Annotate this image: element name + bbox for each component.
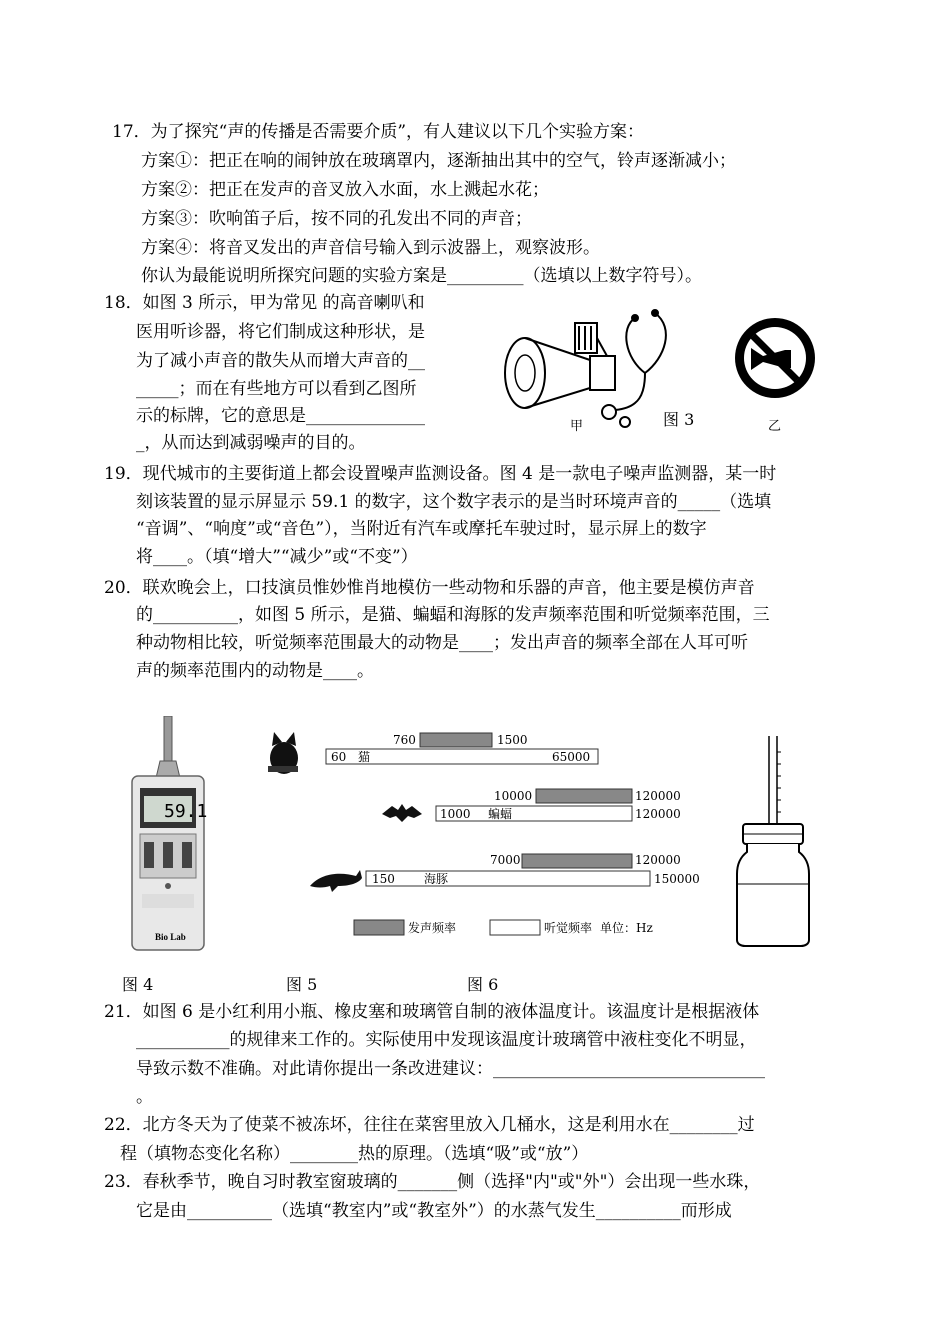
- figure-3-caption: 图 3: [663, 410, 695, 429]
- label-jia: 甲: [570, 419, 584, 434]
- q19-line-3: “音调”、“响度”或“音色”），当附近有汽车或摩托车驶过时，显示屏上的数字: [136, 519, 707, 539]
- bat-hear-low: 1000: [440, 807, 471, 821]
- cat-hear-low: 60: [331, 750, 347, 764]
- q21-line-3: 导致示数不准确。对此请你提出一条改进建议：________________________________: [136, 1059, 765, 1079]
- q20-line-1: 20．联欢晚会上，口技演员惟妙惟肖地模仿一些动物和乐器的声音，他主要是模仿声音: [104, 578, 755, 598]
- figure-5-frequency-chart: [262, 726, 702, 942]
- q21-line-1: 21．如图 6 是小红利用小瓶、橡皮塞和玻璃管自制的液体温度计。该温度计是根据液体: [104, 1002, 760, 1022]
- bat-hear-high: 120000: [635, 807, 681, 821]
- q18-line-1: 18．如图 3 所示，甲为常见 的高音喇叭和: [104, 293, 425, 313]
- dolphin-emit-high: 120000: [635, 853, 681, 867]
- megaphone-icon: [505, 323, 615, 408]
- q23-line-2: 它是由__________（选填“教室内”或“教室外”）的水蒸气发生__________而形成: [136, 1201, 732, 1221]
- q19-line-4: 将____。（填“增大”“减少”或“不变”）: [136, 547, 418, 567]
- q22-line-1: 22．北方冬天为了使菜不被冻坏，往往在菜窖里放入几桶水，这是利用水在________过: [104, 1115, 755, 1135]
- q17-scheme-1: 方案①：把正在响的闹钟放在玻璃罩内，逐渐抽出其中的空气，铃声逐渐减小；: [141, 151, 736, 171]
- legend-hear-swatch: [490, 920, 540, 935]
- legend-unit: 单位：Hz: [600, 921, 653, 935]
- dolphin-hear-bar: [366, 871, 650, 886]
- q17-scheme-4: 方案④：将音叉发出的声音信号输入到示波器上，观察波形。: [141, 238, 600, 258]
- q17-scheme-2: 方案②：把正在发声的音叉放入水面，水上溅起水花；: [141, 180, 549, 200]
- no-horn-sign-icon: [735, 318, 815, 398]
- q19-line-1: 19．现代城市的主要街道上都会设置噪声监测设备。图 4 是一款电子噪声监测器，某一时: [104, 464, 777, 484]
- dolphin-icon: [310, 870, 362, 892]
- dolphin-emit-bar: [522, 854, 632, 868]
- figure-3: [495, 298, 835, 438]
- q18-line-4: _____；而在有些地方可以看到乙图所: [136, 379, 417, 399]
- bat-emit-low: 10000: [494, 789, 533, 803]
- legend-hear-label: 听觉频率: [544, 921, 593, 935]
- q22-line-2: 程（填物态变化名称）________热的原理。（选填“吸”或“放”）: [120, 1144, 589, 1164]
- dolphin-name: 海豚: [424, 872, 449, 886]
- cat-name: 猫: [358, 750, 371, 764]
- q18-line-5: 示的标牌，它的意思是______________: [136, 406, 425, 426]
- figure-4-caption: 图 4: [122, 975, 154, 994]
- q17-question: 你认为最能说明所探究问题的实验方案是_________（选填以上数字符号）。: [141, 266, 702, 286]
- q21-line-4: 。: [136, 1087, 153, 1107]
- bat-icon: [382, 804, 422, 822]
- figure-4-noise-meter: [128, 716, 210, 954]
- dolphin-hear-low: 150: [372, 872, 395, 886]
- q23-line-1: 23．春秋季节，晚自习时教室窗玻璃的_______侧（选择"内"或"外"）会出现一些水珠，: [104, 1172, 761, 1192]
- bat-name: 蝙蝠: [488, 807, 513, 821]
- cat-emit-bar: [420, 733, 492, 747]
- cat-icon: [268, 732, 298, 774]
- figure-5-caption: 图 5: [286, 975, 318, 994]
- label-yi: 乙: [768, 419, 782, 434]
- q20-line-4: 声的频率范围内的动物是____。: [136, 661, 374, 681]
- dolphin-emit-low: 7000: [490, 853, 521, 867]
- cat-emit-high: 1500: [497, 733, 528, 747]
- legend-emit-swatch: [354, 920, 404, 935]
- legend-emit-label: 发声频率: [408, 921, 457, 935]
- q18-line-2: 医用听诊器，将它们制成这种形状，是: [136, 322, 425, 342]
- q18-line-6: _，从而达到减弱噪声的目的。: [136, 433, 366, 453]
- cat-hear-high: 65000: [552, 750, 591, 764]
- q17-scheme-3: 方案③：吹响笛子后，按不同的孔发出不同的声音；: [141, 209, 532, 229]
- q20-line-2: 的__________，如图 5 所示，是猫、蝙蝠和海豚的发声频率范围和听觉频率范围，三: [136, 605, 770, 625]
- bat-emit-bar: [536, 789, 632, 803]
- bat-emit-high: 120000: [635, 789, 681, 803]
- meter-brand: Bio Lab: [155, 932, 186, 942]
- q17-stem: 17．为了探究“声的传播是否需要介质”，有人建议以下几个实验方案：: [112, 122, 645, 142]
- q21-line-2: ___________的规律来工作的。实际使用中发现该温度计玻璃管中液柱变化不明显，: [136, 1030, 757, 1050]
- q20-line-3: 种动物相比较，听觉频率范围最大的动物是____；发出声音的频率全部在人耳可听: [136, 633, 748, 653]
- q19-line-2: 刻该装置的显示屏显示 59.1 的数字，这个数字表示的是当时环境声音的_____（选填: [136, 492, 772, 512]
- cat-emit-low: 760: [393, 733, 416, 747]
- meter-display: 59.1: [164, 801, 208, 822]
- figure-6-thermometer: [735, 734, 815, 948]
- q18-line-3: 为了减小声音的散失从而增大声音的__: [136, 351, 425, 371]
- dolphin-hear-high: 150000: [654, 872, 700, 886]
- figure-6-caption: 图 6: [467, 975, 499, 994]
